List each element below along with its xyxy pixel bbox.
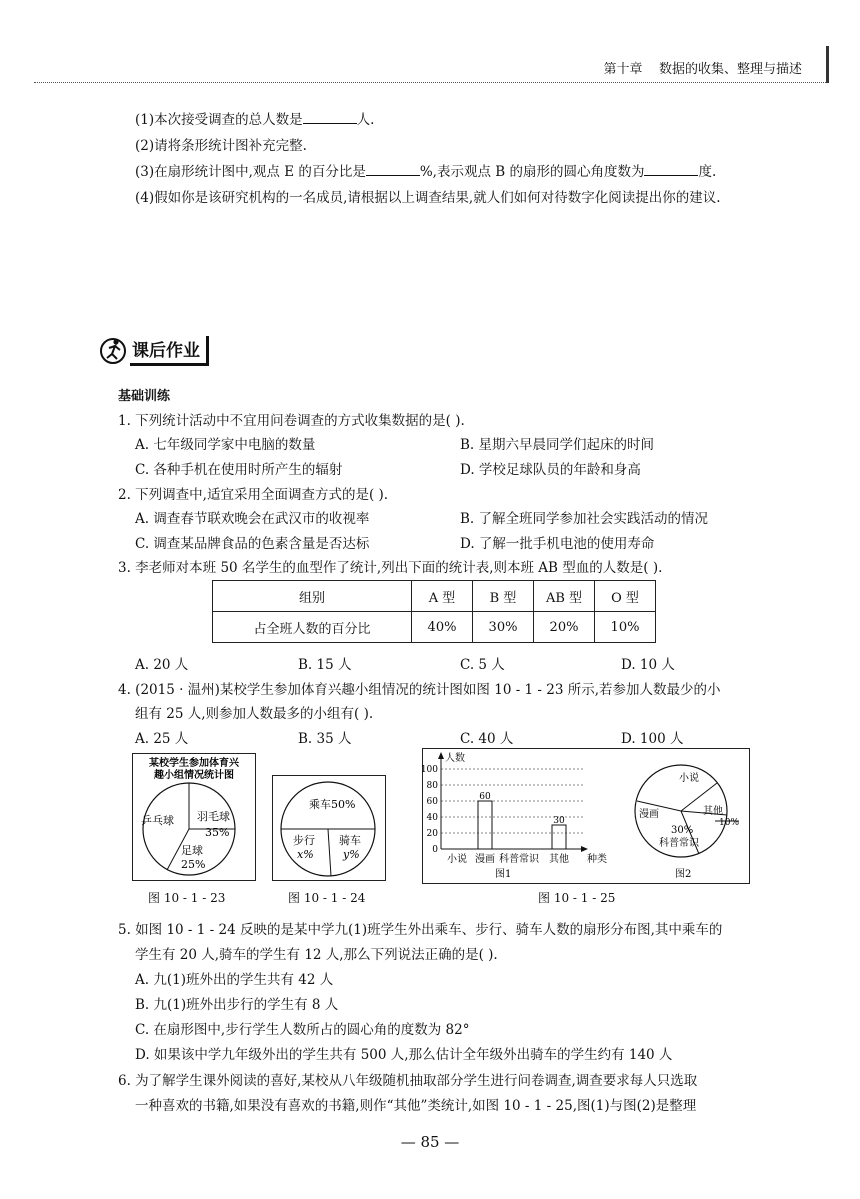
fig23-pct-badminton: 35%: [205, 826, 230, 839]
table-header-group: 组别: [213, 581, 412, 612]
question-5-line2: 学生有 20 人,骑车的学生有 12 人,那么下列说法正确的是( ).: [135, 947, 498, 963]
q2-option-d: D. 了解一批手机电池的使用寿命: [460, 536, 655, 552]
question-4-line2: 组有 25 人,则参加人数最多的小组有( ).: [135, 706, 374, 722]
table-header-a: A 型: [412, 581, 473, 612]
page-number: — 85 —: [400, 1133, 460, 1151]
header-divider: [34, 82, 826, 83]
question-6-line2: 一种喜欢的书籍,如果没有喜欢的书籍,则作“其他”类统计,如图 10 - 1 - 25,图(1)与图(2)是整理: [135, 1098, 697, 1114]
fig25-pie-sci: 科普常识: [659, 838, 699, 849]
fig24-pct-walk: x%: [297, 848, 314, 861]
fig25-y-tick-label: 80: [426, 781, 438, 791]
fig25-pie-other-pct: 10%: [719, 818, 740, 828]
table-header-o: O 型: [595, 581, 656, 612]
q2-option-c: C. 调查某品牌食品的色素含量是否达标: [135, 536, 370, 552]
table-row-label: 占全班人数的百分比: [213, 612, 412, 643]
table-cell-ab: 20%: [534, 612, 595, 643]
fig25-y-tick-label: 0: [432, 845, 438, 855]
fig25-sub2: 图2: [675, 869, 692, 880]
fig25-pie-sci-pct: 30%: [671, 825, 694, 836]
chapter-label: 第十章: [603, 62, 643, 77]
question-2-stem: 2. 下列调查中,适宜采用全面调查方式的是( ).: [118, 487, 389, 503]
q5-option-b: B. 九(1)班外出步行的学生有 8 人: [135, 997, 339, 1013]
q1-option-d: D. 学校足球队员的年龄和身高: [460, 462, 641, 478]
blood-type-table: [212, 580, 656, 643]
table-header-b: B 型: [473, 581, 534, 612]
fig25-y-ticks: [421, 765, 583, 855]
fig23-caption: 图 10 - 1 - 23: [148, 891, 226, 905]
q3-option-b: B. 15 人: [298, 657, 352, 673]
prev-question-4: (4)假如你是该研究机构的一名成员,请根据以上调查结果,就人们如何对待数字化阅读提出你的建议.: [135, 190, 721, 206]
runner-icon: [100, 336, 126, 366]
fig25-y-arrow: [438, 752, 444, 759]
question-6-line1: 6. 为了解学生课外阅读的喜好,某校从八年级随机抽取部分学生进行问卷调查,调查要求每人只选取: [118, 1073, 698, 1089]
page-header: [603, 58, 802, 77]
fig25-pie-novel: 小说: [679, 773, 699, 784]
fig23-label-football: 足球: [181, 844, 203, 857]
fig23-pct-football: 25%: [181, 858, 206, 871]
table-cell-b: 30%: [473, 612, 534, 643]
fig25-bar-label: 30: [553, 816, 565, 826]
fig25-y-tick-label: 100: [420, 765, 438, 775]
figure-10-1-24: [272, 775, 386, 881]
fig23-label-badminton: 羽毛球: [197, 810, 230, 823]
prev-question-2: (2)请将条形统计图补充完整.: [135, 138, 307, 154]
q4-option-b: B. 35 人: [298, 731, 352, 747]
chapter-title: 数据的收集、整理与描述: [658, 62, 802, 77]
q1-option-c: C. 各种手机在使用时所产生的辐射: [135, 462, 343, 478]
question-5-line1: 5. 如图 10 - 1 - 24 反映的是某中学九(1)班学生外出乘车、步行、骑车人数的扇形分布图,其中乘车的: [118, 922, 723, 938]
fig25-bar: [478, 801, 492, 849]
fig25-x-category: 其他: [549, 854, 569, 865]
section-title-text: 课后作业: [130, 336, 209, 366]
header-bar: [826, 46, 829, 83]
fig25-bars: [478, 792, 566, 849]
q5-option-d: D. 如果该中学九年级外出的学生共有 500 人,那么估计全年级外出骑车的学生约有 140 人: [135, 1047, 673, 1063]
fig25-x-label: 种类: [587, 854, 607, 865]
q5-option-a: A. 九(1)班外出的学生共有 42 人: [135, 972, 334, 988]
fig25-x-category: 小说: [447, 854, 467, 865]
fig24-divider: [328, 829, 331, 876]
fig25-caption: 图 10 - 1 - 25: [538, 891, 616, 905]
q3-option-d: D. 10 人: [621, 657, 675, 673]
fig24-label-walk: 步行: [293, 834, 315, 847]
fig25-bar: [552, 825, 566, 849]
section-title: [100, 336, 209, 366]
q2-option-b: B. 了解全班同学参加社会实践活动的情况: [460, 511, 709, 527]
table-cell-o: 10%: [595, 612, 656, 643]
fig24-pct-bike: y%: [343, 848, 360, 861]
fig25-y-tick-label: 60: [426, 797, 438, 807]
q1-option-b: B. 星期六早晨同学们起床的时间: [460, 437, 655, 453]
fig25-pie-other: 其他: [703, 806, 723, 817]
fig25-y-tick-label: 40: [426, 813, 438, 823]
fig25-x-category: 科普常识: [499, 854, 539, 865]
figure-10-1-25: [422, 748, 750, 884]
fig23-label-pingpong: 乒乓球: [141, 814, 174, 827]
fig25-pie-comic: 漫画: [639, 809, 659, 820]
question-4-line1: 4. (2015 · 温州)某校学生参加体育兴趣小组情况的统计图如图 10 - 1 - 23 所示,若参加人数最少的小: [118, 682, 721, 698]
q2-option-a: A. 调查春节联欢晚会在武汉市的收视率: [135, 511, 370, 527]
q4-option-c: C. 40 人: [460, 731, 514, 747]
fig23-title-line1: 某校学生参加体育兴: [149, 758, 239, 769]
fig25-bar-label: 60: [479, 792, 491, 802]
q5-option-c: C. 在扇形图中,步行学生人数所占的圆心角的度数为 82°: [135, 1022, 470, 1038]
prev-question-3: (3)在扇形统计图中,观点 E 的百分比是 %,表示观点 B 的扇形的圆心角度数为 度.: [135, 164, 717, 180]
q1-option-a: A. 七年级同学家中电脑的数量: [135, 437, 316, 453]
figure-10-1-23: [132, 753, 256, 881]
fig24-caption: 图 10 - 1 - 24: [288, 891, 366, 905]
fig24-label-bike: 骑车: [339, 834, 361, 847]
fig23-title-line2: 趣小组情况统计图: [154, 770, 234, 781]
q3-option-c: C. 5 人: [460, 657, 505, 673]
subsection-title: 基础训练: [118, 389, 171, 404]
fig25-x-arrow: [581, 846, 588, 852]
fig24-label-car: 乘车50%: [309, 798, 356, 811]
fig25-x-categories: [447, 852, 569, 865]
prev-question-1: (1)本次接受调查的总人数是 人.: [135, 112, 375, 128]
q4-option-d: D. 100 人: [621, 731, 684, 747]
q3-option-a: A. 20 人: [135, 657, 189, 673]
q4-option-a: A. 25 人: [135, 731, 189, 747]
fig25-sub1: 图1: [495, 869, 512, 880]
fig25-x-category: 漫画: [475, 854, 495, 865]
table-header-ab: AB 型: [534, 581, 595, 612]
table-cell-a: 40%: [412, 612, 473, 643]
question-1-stem: 1. 下列统计活动中不宜用问卷调查的方式收集数据的是( ).: [118, 413, 465, 429]
question-3-stem: 3. 李老师对本班 50 名学生的血型作了统计,列出下面的统计表,则本班 AB 型血的人数是( ).: [118, 560, 663, 576]
fig25-y-tick-label: 20: [426, 829, 438, 839]
fig25-y-label: 人数: [445, 753, 465, 764]
